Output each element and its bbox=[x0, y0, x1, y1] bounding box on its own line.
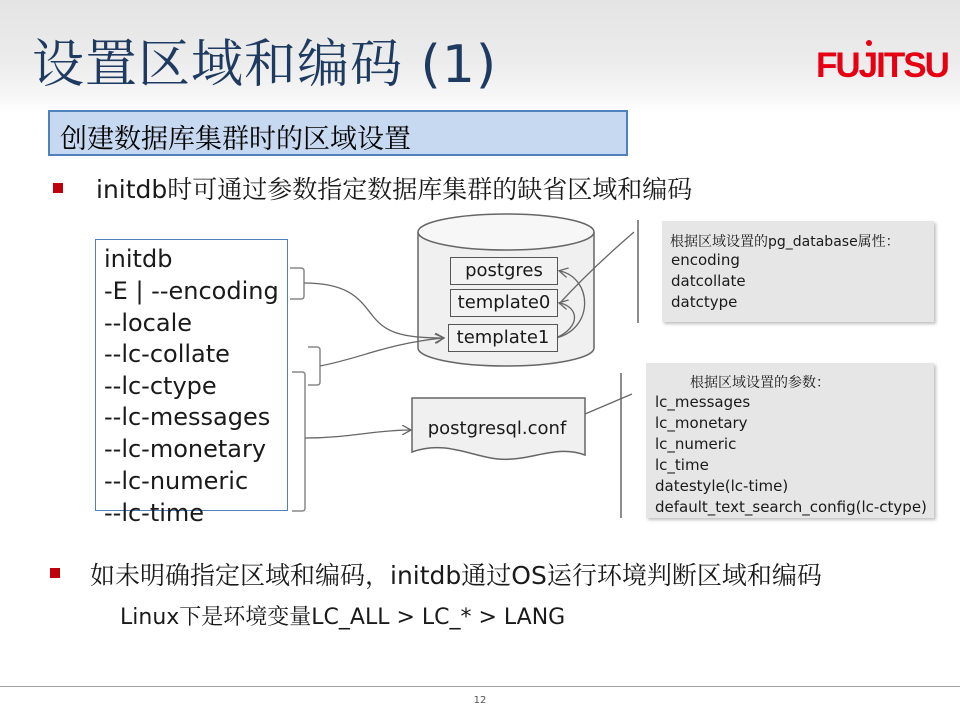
conf-arrow bbox=[305, 430, 410, 438]
bullet-subtext: Linux下是环境变量LC_ALL > LC_* > LANG bbox=[120, 605, 566, 630]
config-file-label: postgresql.conf bbox=[427, 418, 567, 439]
locale-params-title: 根据区域设置的参数： bbox=[690, 375, 830, 391]
bullet-text-2: 如未明确指定区域和编码，initdb通过OS运行环境判断区域和编码 bbox=[90, 561, 822, 590]
option-item: --lc-monetary bbox=[104, 435, 267, 463]
db-attribute-item: datctype bbox=[671, 293, 738, 311]
locale-param-item: lc_numeric bbox=[655, 435, 737, 453]
db-attribute-item: encoding bbox=[671, 251, 740, 269]
option-item: initdb bbox=[104, 245, 173, 273]
collate-bracket bbox=[308, 347, 320, 385]
option-item: --lc-collate bbox=[104, 340, 230, 368]
database-postgres: postgres bbox=[450, 257, 558, 285]
option-item: --lc-messages bbox=[104, 403, 271, 431]
locale-param-item: lc_messages bbox=[655, 393, 751, 411]
messages-bracket bbox=[292, 372, 305, 511]
option-item: --lc-time bbox=[104, 499, 205, 527]
locale-param-item: datestyle(lc-time) bbox=[655, 477, 789, 495]
locale-param-item: default_text_search_config(lc-ctype) bbox=[655, 498, 927, 516]
slide-title: 设置区域和编码 (1) bbox=[32, 35, 498, 95]
db-attribute-item: datcollate bbox=[671, 272, 746, 290]
database-template1: template1 bbox=[448, 324, 558, 352]
bullet-text-1: initdb时可通过参数指定数据库集群的缺省区域和编码 bbox=[96, 175, 693, 204]
encoding-bracket bbox=[290, 268, 304, 299]
bullet-square-icon bbox=[50, 568, 60, 578]
locale-param-item: lc_monetary bbox=[655, 414, 748, 432]
option-item: --lc-numeric bbox=[104, 467, 249, 495]
page-number: 12 bbox=[473, 695, 487, 706]
db-attributes-title: 根据区域设置的pg_database属性： bbox=[670, 234, 900, 250]
option-item: -E | --encoding bbox=[104, 277, 279, 305]
footer-divider bbox=[0, 686, 960, 687]
locale-param-item: lc_time bbox=[655, 456, 709, 474]
database-template0: template0 bbox=[450, 289, 558, 317]
section-heading: 创建数据库集群时的区域设置 bbox=[60, 124, 411, 155]
conf-info-connector bbox=[585, 394, 632, 414]
option-item: --lc-ctype bbox=[104, 372, 217, 400]
option-item: --locale bbox=[104, 309, 193, 337]
fujitsu-logo: FUJ ITSU bbox=[816, 46, 948, 86]
